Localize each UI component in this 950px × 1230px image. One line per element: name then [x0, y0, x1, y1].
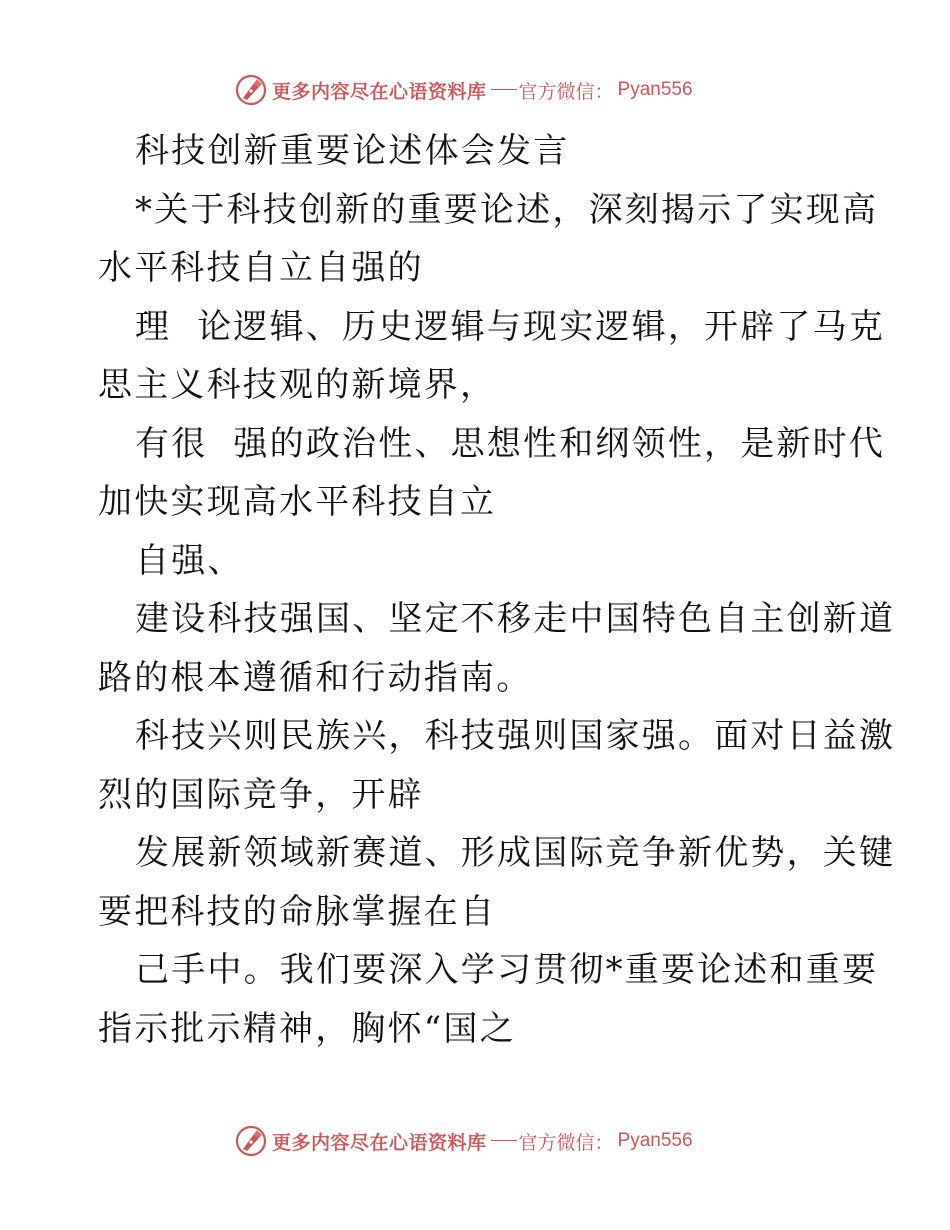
header-wechat-id: Pyan556 [617, 79, 693, 100]
header-watermark [234, 73, 693, 107]
paragraph-line: 加快实现高水平科技自立 [98, 482, 497, 522]
header-watermark-dash [491, 89, 517, 90]
footer-watermark [234, 1124, 693, 1158]
paragraph-line: 科技兴则民族兴，科技强则国家强。面对日益激 [135, 716, 896, 756]
footer-wechat-label: 官方微信： [518, 1131, 614, 1154]
paragraph-line: 自强、 [135, 540, 244, 581]
paragraph-line: 烈的国际竞争，开辟 [98, 774, 424, 815]
paragraph-line: 思主义科技观的新境界， [98, 365, 497, 405]
footer-watermark-text: 更多内容尽在心语资料库 [272, 1131, 487, 1154]
header-wechat-label: 官方微信： [518, 80, 614, 103]
document-title: 科技创新重要论述体会发言 [135, 131, 570, 171]
header-watermark-text: 更多内容尽在心语资料库 [272, 80, 487, 103]
footer-watermark-dash [491, 1140, 517, 1141]
paragraph-line: 有很 强的政治性、思想性和纲领性，是新时代 [135, 423, 886, 464]
paragraph-line: 发展新领域新赛道、形成国际竞争新优势，关键 [135, 833, 896, 873]
pen-nib-seal-icon [234, 1124, 268, 1158]
paragraph-line: 要把科技的命脉掌握在自 [98, 891, 497, 932]
pen-nib-seal-icon [234, 73, 268, 107]
paragraph-line: 理 论逻辑、历史逻辑与现实逻辑，开辟了马克 [135, 306, 886, 347]
paragraph-line: 指示批示精神，胸怀“国之 [98, 1008, 516, 1049]
paragraph-line: 建设科技强国、坚定不移走中国特色自主创新道 [135, 599, 896, 639]
footer-wechat-id: Pyan556 [617, 1130, 693, 1151]
document-body [98, 122, 896, 1058]
paragraph-line: 己手中。我们要深入学习贯彻*重要论述和重要 [135, 950, 879, 990]
paragraph-line: 路的根本遵循和行动指南。 [98, 657, 533, 698]
paragraph-line: 水平科技自立自强的 [98, 248, 424, 288]
paragraph-line: *关于科技创新的重要论述，深刻揭示了实现高 [135, 189, 879, 230]
